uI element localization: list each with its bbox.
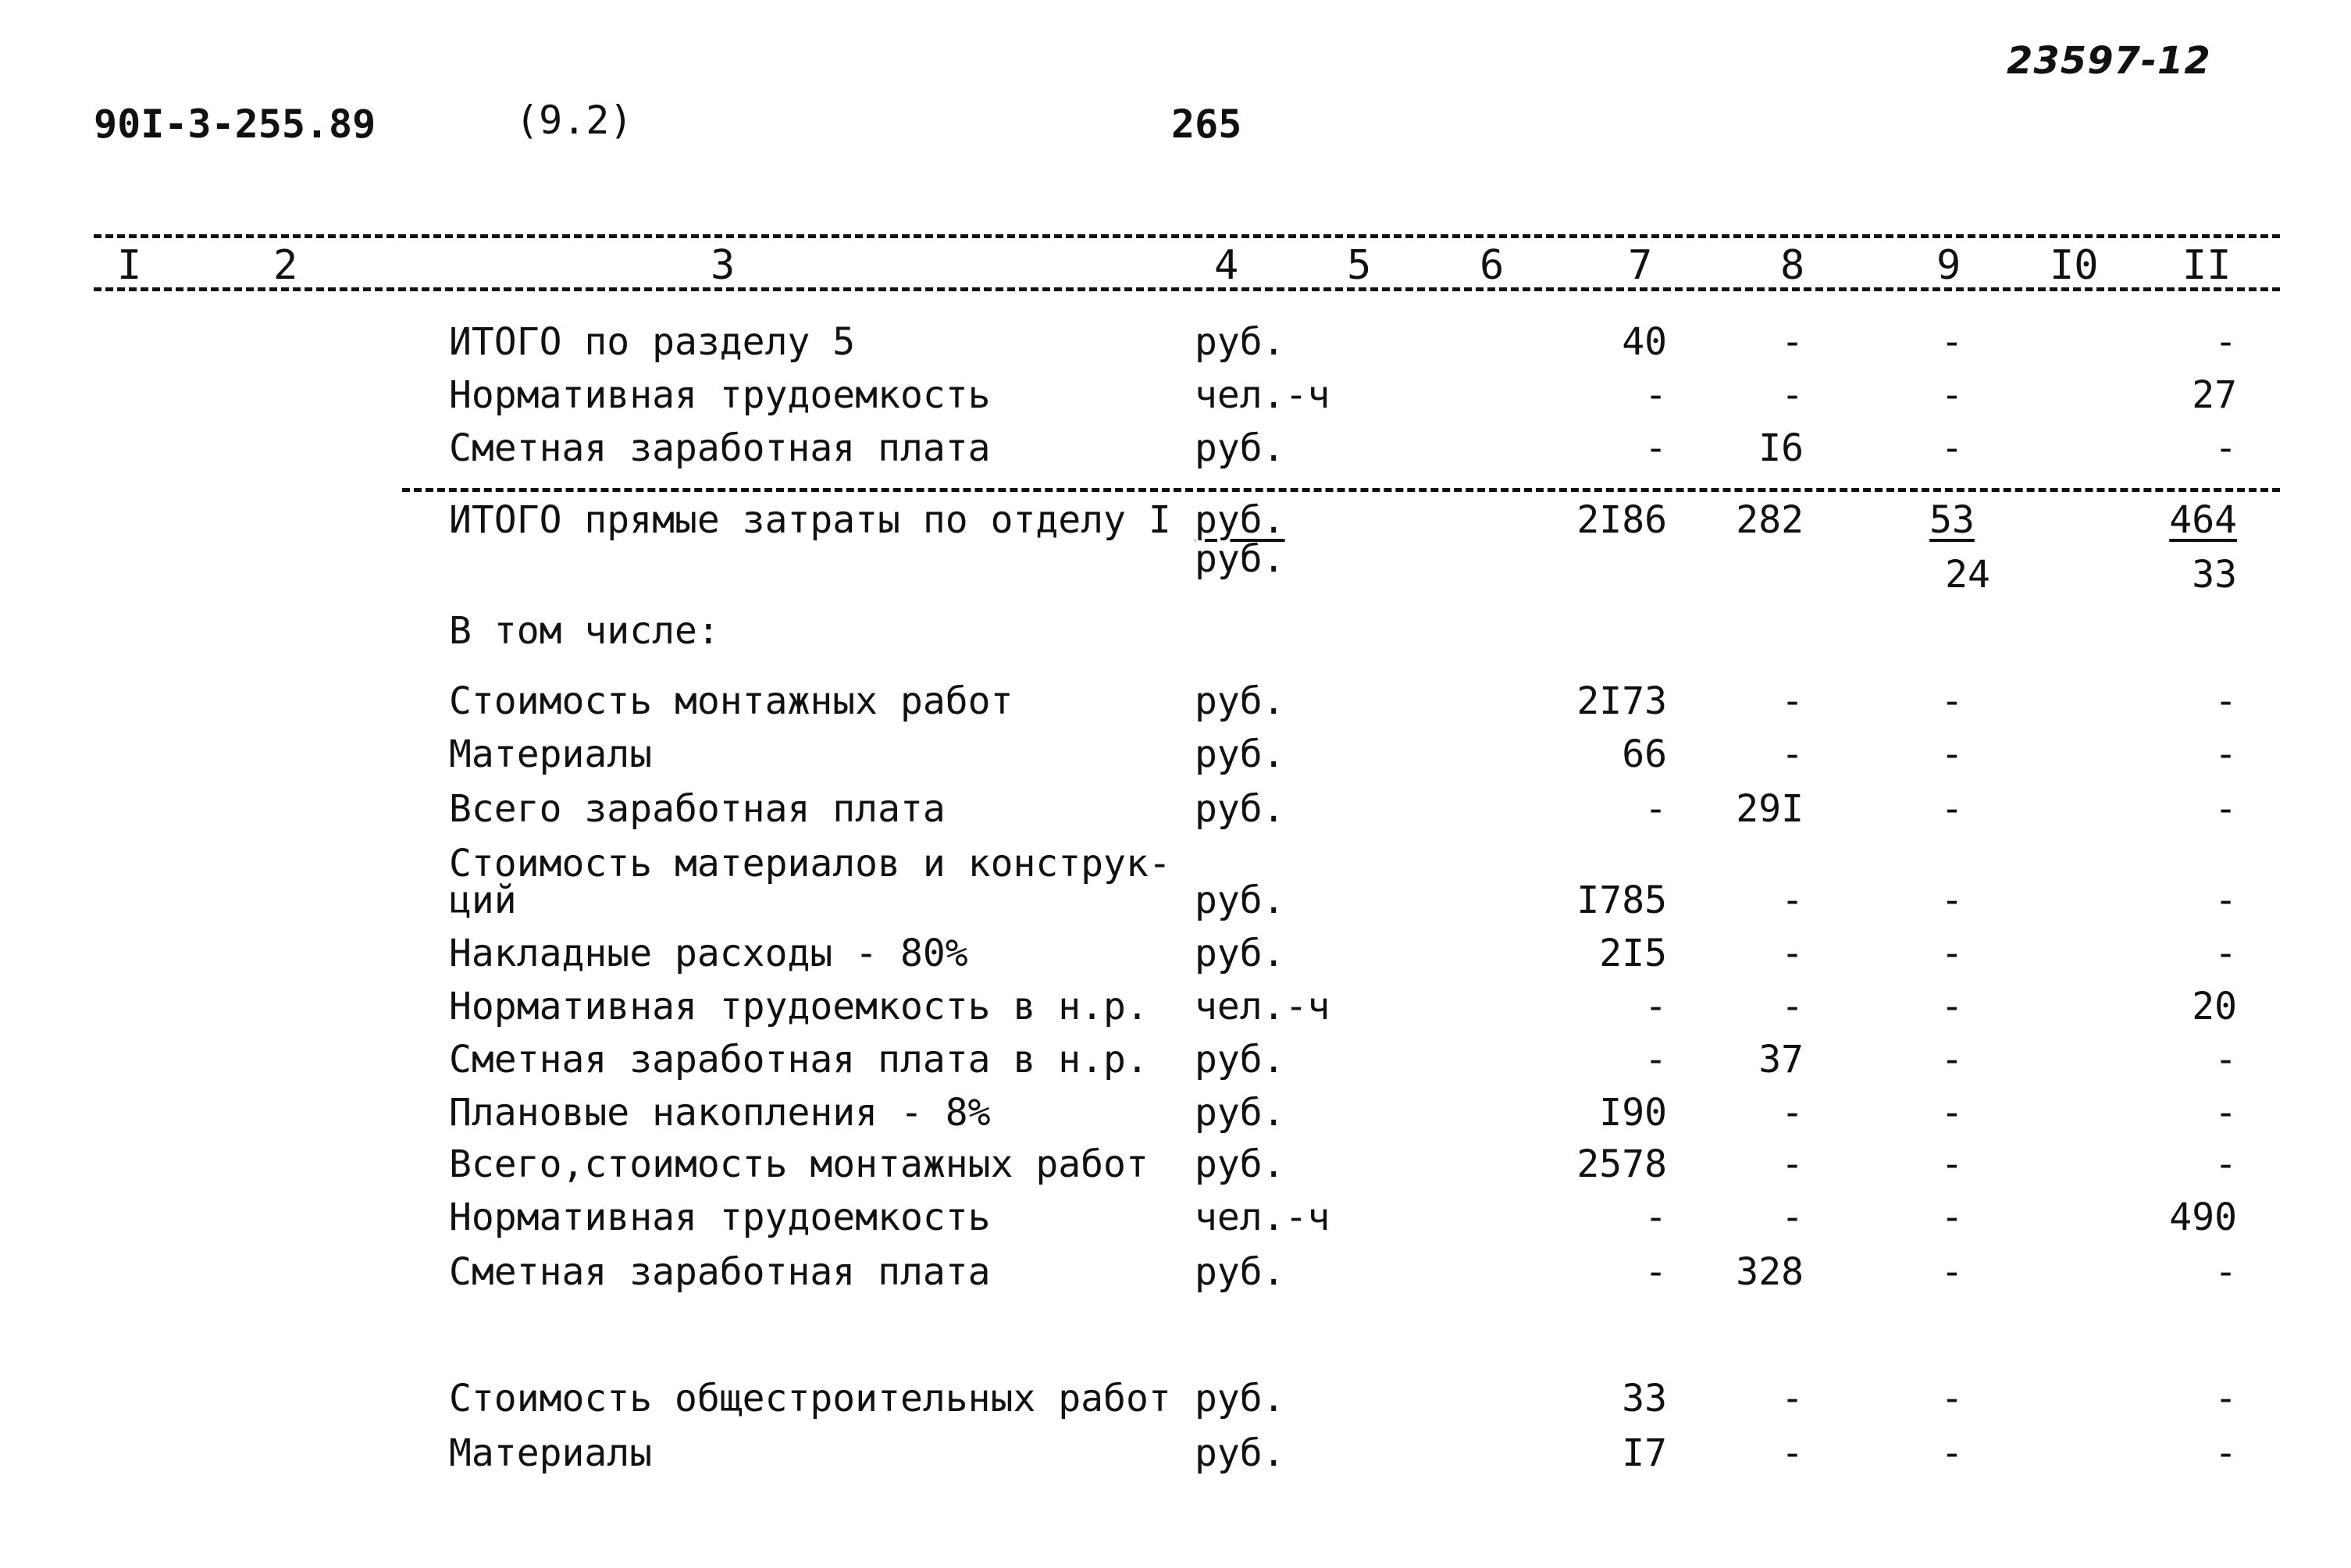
cell-col11: - xyxy=(2214,1250,2237,1294)
column-header-9: 9 xyxy=(1936,242,1961,289)
row-label: Накладные расходы - 80% xyxy=(449,932,968,975)
cell-col7: 2I86 xyxy=(1576,498,1667,542)
row-unit: руб. xyxy=(1195,1091,1285,1135)
cell-col9: - xyxy=(1940,1091,1964,1135)
column-header-11: II xyxy=(2182,242,2232,289)
cell-col8: - xyxy=(1781,679,1804,723)
cell-col8: - xyxy=(1781,320,1804,364)
cell-col9: 53 xyxy=(1929,498,1975,542)
cell-col7: - xyxy=(1644,787,1667,831)
row-label: Всего,стоимость монтажных работ xyxy=(449,1142,1149,1186)
row-unit: руб. xyxy=(1195,1431,1285,1475)
cell-col9: - xyxy=(1940,1038,1964,1082)
cell-col7: 40 xyxy=(1622,320,1667,364)
cell-col7: 2I73 xyxy=(1576,679,1667,723)
cell-col9: - xyxy=(1940,878,1964,922)
row-unit: руб. xyxy=(1195,878,1285,922)
cell-col7: - xyxy=(1644,1038,1667,1082)
row-label: Плановые накопления - 8% xyxy=(449,1091,991,1135)
cell-col7: I90 xyxy=(1599,1091,1667,1135)
section-number: (9.2) xyxy=(515,98,633,143)
cell-col8: - xyxy=(1781,1431,1804,1475)
column-header-2: 2 xyxy=(273,242,298,289)
cell-col7: 2I5 xyxy=(1599,932,1667,975)
cell-col7: 33 xyxy=(1622,1377,1667,1420)
cell-col11: - xyxy=(2214,426,2237,470)
cell-col9: - xyxy=(1940,1142,1964,1186)
cell-col8: - xyxy=(1781,732,1804,776)
cell-col8: - xyxy=(1781,932,1804,975)
cell-col11: - xyxy=(2214,1142,2237,1186)
cell-col8: 29I xyxy=(1736,787,1804,831)
row-unit: руб. xyxy=(1195,1142,1285,1186)
cell-col11: - xyxy=(2214,320,2237,364)
row-label: Нормативная трудоемкость xyxy=(449,1196,991,1239)
cell-col11: - xyxy=(2214,1091,2237,1135)
cell-col11: - xyxy=(2214,1377,2237,1420)
cell-col9: - xyxy=(1940,1250,1964,1294)
row-unit: чел.-ч xyxy=(1195,985,1330,1028)
row-label: Материалы xyxy=(449,732,653,776)
row-unit: руб. xyxy=(1195,732,1285,776)
cell-col8: - xyxy=(1781,878,1804,922)
cell-col7: 2578 xyxy=(1576,1142,1667,1186)
row-unit: руб. xyxy=(1195,679,1285,723)
column-header-8: 8 xyxy=(1780,242,1805,289)
row-label: Нормативная трудоемкость в н.р. xyxy=(449,985,1149,1028)
cell-col8: 282 xyxy=(1736,498,1804,542)
cell-col11-secondary: 33 xyxy=(2192,553,2237,597)
cell-col9: - xyxy=(1940,787,1964,831)
document-code: 90I-3-255.89 xyxy=(94,102,376,147)
cell-col11: 27 xyxy=(2192,373,2237,417)
page-number: 265 xyxy=(1171,102,1242,147)
column-header-4: 4 xyxy=(1214,242,1239,289)
row-label: Сметная заработная плата в н.р. xyxy=(449,1038,1149,1082)
cell-col11: - xyxy=(2214,1431,2237,1475)
cell-col11: - xyxy=(2214,932,2237,975)
cell-col7: - xyxy=(1644,985,1667,1028)
cell-col8: - xyxy=(1781,1377,1804,1420)
cell-col9: - xyxy=(1940,732,1964,776)
row-unit-secondary: руб. xyxy=(1195,537,1285,581)
cell-col9: - xyxy=(1940,1196,1964,1239)
column-header-6: 6 xyxy=(1480,242,1505,289)
cell-col8: - xyxy=(1781,1196,1804,1239)
row-label: Всего заработная плата xyxy=(449,787,946,831)
row-label: ИТОГО по разделу 5 xyxy=(449,320,856,364)
cell-col9-secondary: 24 xyxy=(1945,553,1990,597)
cell-col9: - xyxy=(1940,320,1964,364)
row-unit: руб. xyxy=(1195,426,1285,470)
row-unit: руб. xyxy=(1195,1038,1285,1082)
row-label: Стоимость материалов и конструк- xyxy=(449,842,1171,886)
column-header-7: 7 xyxy=(1628,242,1653,289)
cell-col9: - xyxy=(1940,932,1964,975)
archive-stamp: 23597-12 xyxy=(2007,39,2211,83)
subheading-including: В том числе: xyxy=(449,609,720,653)
cell-col9: - xyxy=(1940,985,1964,1028)
cell-col11: 20 xyxy=(2192,985,2237,1028)
cell-col7: 66 xyxy=(1622,732,1667,776)
row-label: Материалы xyxy=(449,1431,653,1475)
row-unit: руб. xyxy=(1195,787,1285,831)
cell-col8: - xyxy=(1781,1091,1804,1135)
section-divider xyxy=(402,488,2280,492)
row-unit: руб. xyxy=(1195,932,1285,975)
cell-col11: - xyxy=(2214,679,2237,723)
row-label: Сметная заработная плата xyxy=(449,426,991,470)
column-header-1: I xyxy=(117,242,142,289)
cell-col9: - xyxy=(1940,679,1964,723)
cell-col7: - xyxy=(1644,373,1667,417)
cell-col7: - xyxy=(1644,426,1667,470)
row-label: Стоимость общестроительных работ xyxy=(449,1377,1171,1420)
column-header-3: 3 xyxy=(711,242,736,289)
row-unit: руб. xyxy=(1195,498,1285,542)
cell-col11: - xyxy=(2214,732,2237,776)
cell-col11: 464 xyxy=(2169,498,2237,542)
row-label: Стоимость монтажных работ xyxy=(449,679,1013,723)
cell-col11: 490 xyxy=(2169,1196,2237,1239)
cell-col7: - xyxy=(1644,1250,1667,1294)
row-label: Нормативная трудоемкость xyxy=(449,373,991,417)
cell-col7: I7 xyxy=(1622,1431,1667,1475)
column-header-5: 5 xyxy=(1347,242,1372,289)
cell-col9: - xyxy=(1940,1431,1964,1475)
cell-col8: - xyxy=(1781,373,1804,417)
row-label-continuation: ций xyxy=(449,878,517,922)
cell-col9: - xyxy=(1940,373,1964,417)
column-header-10: I0 xyxy=(2050,242,2099,289)
cell-col11: - xyxy=(2214,787,2237,831)
cell-col11: - xyxy=(2214,878,2237,922)
cell-col7: - xyxy=(1644,1196,1667,1239)
cell-col8: - xyxy=(1781,985,1804,1028)
cell-col7: I785 xyxy=(1576,878,1667,922)
row-unit: руб. xyxy=(1195,320,1285,364)
cell-col8: I6 xyxy=(1758,426,1804,470)
cell-col9: - xyxy=(1940,426,1964,470)
cell-col8: - xyxy=(1781,1142,1804,1186)
table-top-rule xyxy=(94,234,2280,238)
row-label: ИТОГО прямые затраты по отделу I xyxy=(449,498,1171,542)
row-unit: руб. xyxy=(1195,1377,1285,1420)
row-unit: руб. xyxy=(1195,1250,1285,1294)
cell-col8: 328 xyxy=(1736,1250,1804,1294)
row-label: Сметная заработная плата xyxy=(449,1250,991,1294)
cell-col9: - xyxy=(1940,1377,1964,1420)
row-unit: чел.-ч xyxy=(1195,373,1330,417)
cell-col11: - xyxy=(2214,1038,2237,1082)
cell-col8: 37 xyxy=(1758,1038,1804,1082)
row-unit: чел.-ч xyxy=(1195,1196,1330,1239)
